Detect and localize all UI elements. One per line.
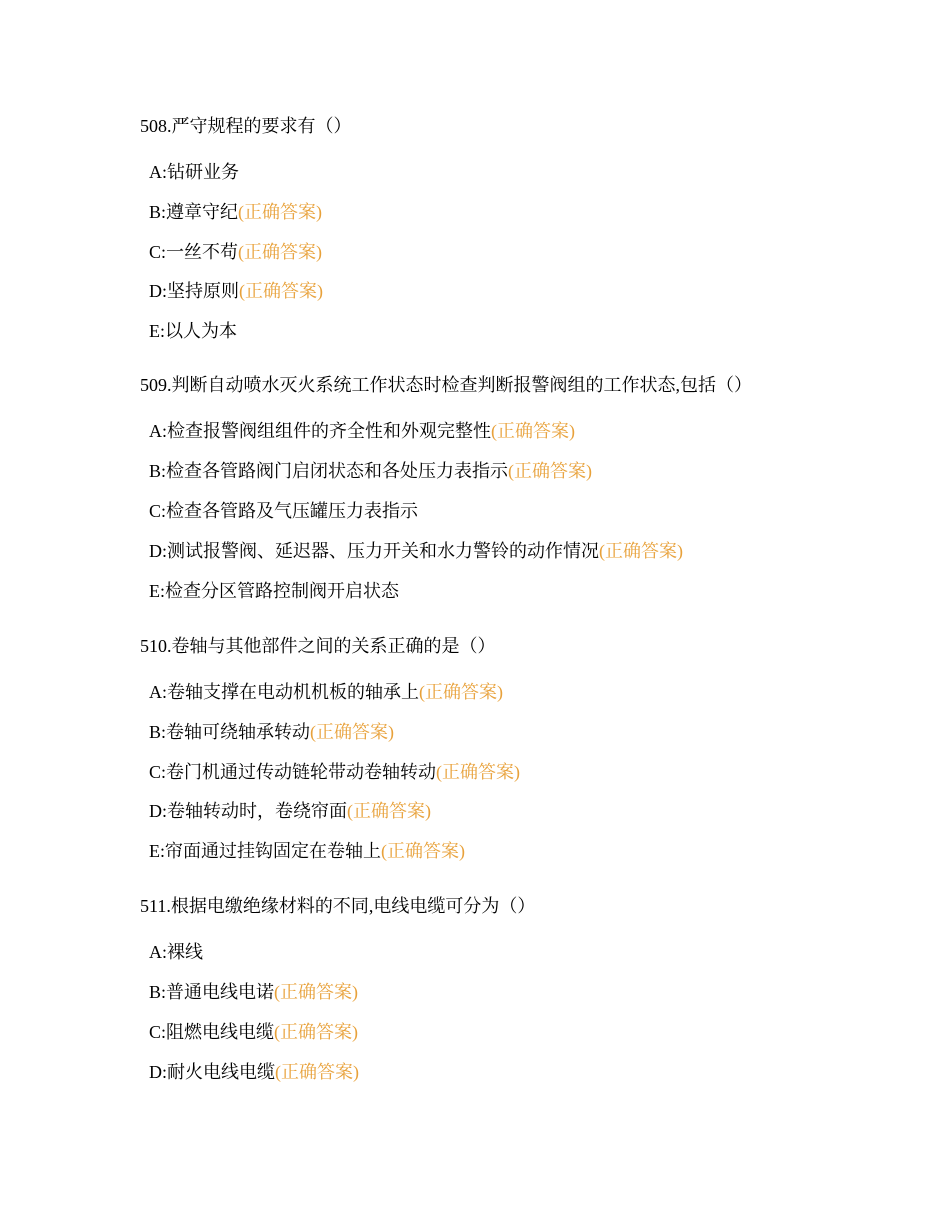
option-text: D:测试报警阀、延迟器、压力开关和水力警铃的动作情况	[149, 541, 599, 561]
correct-answer-tag: (正确答案)	[491, 421, 575, 441]
option-b	[149, 200, 322, 224]
question-title: 510.卷轴与其他部件之间的关系正确的是（）	[140, 636, 496, 656]
option-text: C:阻燃电线电缆	[149, 1022, 275, 1042]
option-a	[149, 419, 575, 443]
correct-answer-tag: (正确答案)	[310, 722, 395, 742]
option-d	[149, 279, 323, 303]
option-text: A:钻研业务	[149, 162, 239, 182]
option-e	[149, 319, 237, 343]
correct-answer-tag: (正确答案)	[274, 982, 359, 1002]
option-d	[149, 539, 683, 563]
option-a	[149, 680, 503, 704]
question-title: 509.判断自动喷水灭火系统工作状态时检查判断报警阀组的工作状态,包括（）	[140, 375, 752, 395]
option-text: E:检查分区管路控制阀开启状态	[149, 581, 399, 601]
option-text: A:裸线	[149, 942, 203, 962]
option-d	[149, 799, 431, 823]
option-e	[149, 579, 399, 603]
option-text: A:卷轴支撑在电动机机板的轴承上	[149, 682, 419, 702]
option-text: B:卷轴可绕轴承转动	[149, 722, 311, 742]
option-text: B:检查各管路阀门启闭状态和各处压力表指示	[149, 461, 509, 481]
option-b	[149, 720, 394, 744]
option-text: B:遵章守纪	[149, 202, 239, 222]
option-text: E:帘面通过挂钩固定在卷轴上	[149, 841, 381, 861]
option-c	[149, 499, 418, 523]
option-text: C:检查各管路及气压罐压力表指示	[149, 501, 419, 521]
option-b	[149, 459, 592, 483]
question-title: 511.根据电缴绝缘材料的不同,电线电缆可分为（）	[140, 896, 536, 916]
option-text: D:坚持原则	[149, 281, 239, 301]
correct-answer-tag: (正确答案)	[419, 682, 503, 702]
option-c	[149, 240, 322, 264]
correct-answer-tag: (正确答案)	[436, 762, 521, 782]
option-text: E:以人为本	[149, 321, 237, 341]
correct-answer-tag: (正确答案)	[275, 1062, 359, 1082]
correct-answer-tag: (正确答案)	[238, 242, 323, 262]
option-text: C:一丝不苟	[149, 242, 239, 262]
option-d	[149, 1060, 359, 1084]
correct-answer-tag: (正确答案)	[347, 801, 431, 821]
correct-answer-tag: (正确答案)	[238, 202, 323, 222]
option-a	[149, 160, 239, 184]
option-text: A:检查报警阀组组件的齐全性和外观完整性	[149, 421, 491, 441]
option-c	[149, 760, 520, 784]
correct-answer-tag: (正确答案)	[274, 1022, 359, 1042]
correct-answer-tag: (正确答案)	[599, 541, 683, 561]
correct-answer-tag: (正确答案)	[239, 281, 323, 301]
option-text: D:卷轴转动时，卷绕帘面	[149, 801, 347, 821]
option-a	[149, 940, 203, 964]
option-text: B:普通电线电诺	[149, 982, 275, 1002]
option-c	[149, 1020, 358, 1044]
correct-answer-tag: (正确答案)	[381, 841, 465, 861]
option-b	[149, 980, 358, 1004]
question-title: 508.严守规程的要求有（）	[140, 116, 352, 136]
correct-answer-tag: (正确答案)	[508, 461, 593, 481]
option-text: D:耐火电线电缆	[149, 1062, 275, 1082]
option-e	[149, 839, 465, 863]
option-text: C:卷门机通过传动链轮带动卷轴转动	[149, 762, 437, 782]
